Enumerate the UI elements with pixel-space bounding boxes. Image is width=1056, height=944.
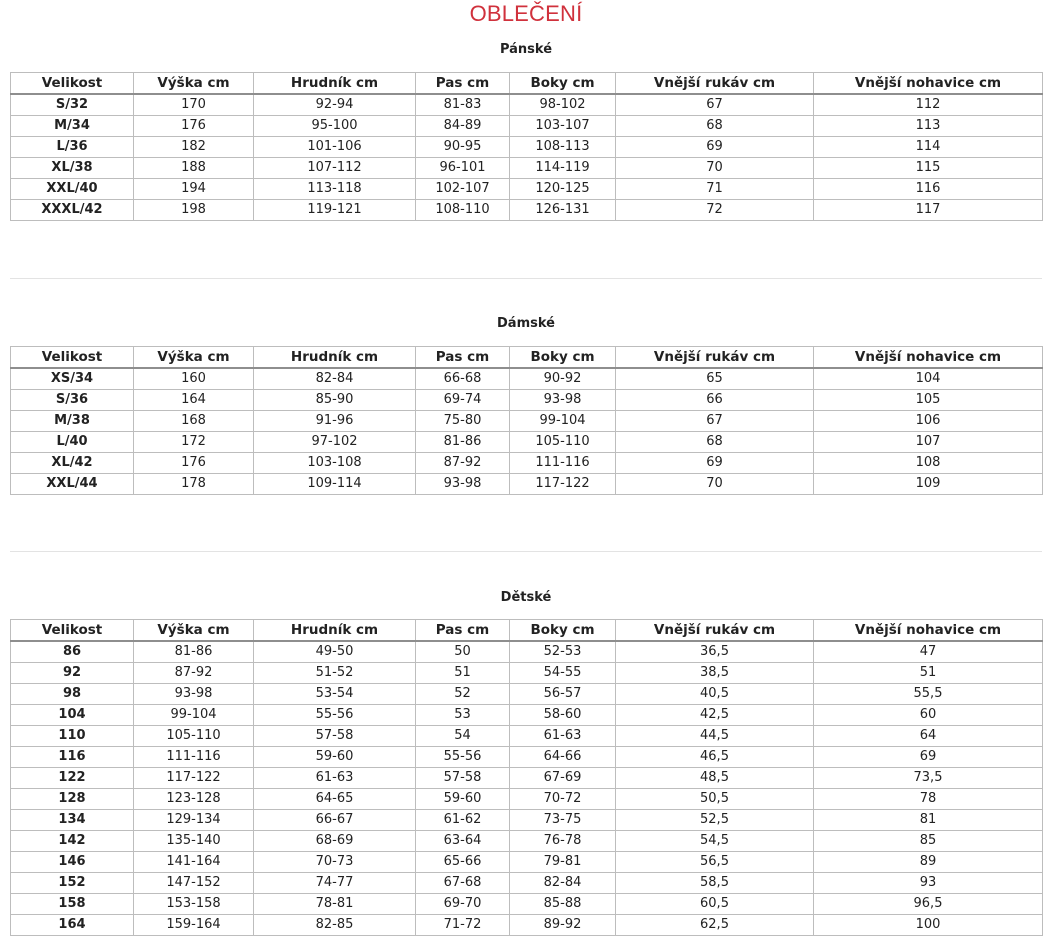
column-header: Hrudník cm [254,347,416,369]
measurement-cell: 98-102 [510,94,616,116]
measurement-cell: 194 [134,179,254,200]
measurement-cell: 103-108 [254,453,416,474]
measurement-cell: 172 [134,432,254,453]
measurement-cell: 82-84 [510,873,616,894]
measurement-cell: 93-98 [134,684,254,705]
measurement-cell: 126-131 [510,200,616,221]
table-header-row [11,620,1043,642]
measurement-cell: 55,5 [814,684,1043,705]
table-row [11,474,1043,495]
section-title-kids: Dětské [500,590,552,605]
column-header: Boky cm [510,620,616,642]
measurement-cell: 55-56 [416,747,510,768]
measurement-cell: 65-66 [416,852,510,873]
size-cell: 158 [11,894,134,915]
measurement-cell: 53 [416,705,510,726]
measurement-cell: 51-52 [254,663,416,684]
measurement-cell: 81-86 [134,641,254,663]
measurement-cell: 67 [616,411,814,432]
section-title-women: Dámské [497,316,555,331]
measurement-cell: 129-134 [134,810,254,831]
measurement-cell: 147-152 [134,873,254,894]
measurement-cell: 115 [814,158,1043,179]
measurement-cell: 81 [814,810,1043,831]
measurement-cell: 65 [616,368,814,390]
size-cell: XL/38 [11,158,134,179]
measurement-cell: 141-164 [134,852,254,873]
measurement-cell: 107-112 [254,158,416,179]
measurement-cell: 85 [814,831,1043,852]
column-header: Vnější rukáv cm [616,347,814,369]
table-row [11,137,1043,158]
table-row [11,641,1043,663]
table-header-row [11,73,1043,95]
measurement-cell: 46,5 [616,747,814,768]
measurement-cell: 64-65 [254,789,416,810]
section-divider [10,278,1042,279]
size-cell: 142 [11,831,134,852]
column-header: Vnější rukáv cm [616,620,814,642]
measurement-cell: 69 [616,453,814,474]
measurement-cell: 113-118 [254,179,416,200]
measurement-cell: 54,5 [616,831,814,852]
measurement-cell: 66 [616,390,814,411]
measurement-cell: 64 [814,726,1043,747]
measurement-cell: 160 [134,368,254,390]
measurement-cell: 108 [814,453,1043,474]
measurement-cell: 119-121 [254,200,416,221]
column-header: Výška cm [134,73,254,95]
measurement-cell: 164 [134,390,254,411]
measurement-cell: 60,5 [616,894,814,915]
measurement-cell: 72 [616,200,814,221]
measurement-cell: 78 [814,789,1043,810]
measurement-cell: 68 [616,116,814,137]
column-header: Boky cm [510,73,616,95]
measurement-cell: 57-58 [416,768,510,789]
size-cell: XXL/40 [11,179,134,200]
measurement-cell: 93 [814,873,1043,894]
column-header: Hrudník cm [254,620,416,642]
measurement-cell: 176 [134,453,254,474]
size-cell: L/36 [11,137,134,158]
measurement-cell: 92-94 [254,94,416,116]
measurement-cell: 89 [814,852,1043,873]
measurement-cell: 70 [616,158,814,179]
measurement-cell: 96,5 [814,894,1043,915]
measurement-cell: 50,5 [616,789,814,810]
measurement-cell: 49-50 [254,641,416,663]
column-header: Vnější nohavice cm [814,620,1043,642]
size-cell: XXL/44 [11,474,134,495]
table-header-row [11,347,1043,369]
measurement-cell: 70 [616,474,814,495]
table-row [11,831,1043,852]
table-row [11,705,1043,726]
measurement-cell: 67-69 [510,768,616,789]
measurement-cell: 114-119 [510,158,616,179]
measurement-cell: 78-81 [254,894,416,915]
measurement-cell: 188 [134,158,254,179]
measurement-cell: 123-128 [134,789,254,810]
measurement-cell: 198 [134,200,254,221]
measurement-cell: 105-110 [510,432,616,453]
measurement-cell: 48,5 [616,768,814,789]
measurement-cell: 69 [616,137,814,158]
column-header: Výška cm [134,620,254,642]
measurement-cell: 84-89 [416,116,510,137]
measurement-cell: 40,5 [616,684,814,705]
measurement-cell: 104 [814,368,1043,390]
measurement-cell: 56-57 [510,684,616,705]
measurement-cell: 47 [814,641,1043,663]
measurement-cell: 114 [814,137,1043,158]
measurement-cell: 71-72 [416,915,510,936]
page-title: OBLEČENÍ [469,1,583,26]
measurement-cell: 52,5 [616,810,814,831]
table-row [11,94,1043,116]
measurement-cell: 63-64 [416,831,510,852]
table-row [11,852,1043,873]
column-header: Pas cm [416,347,510,369]
size-cell: 110 [11,726,134,747]
measurement-cell: 99-104 [134,705,254,726]
measurement-cell: 67 [616,94,814,116]
measurement-cell: 100 [814,915,1043,936]
measurement-cell: 67-68 [416,873,510,894]
table-row [11,179,1043,200]
measurement-cell: 52 [416,684,510,705]
measurement-cell: 102-107 [416,179,510,200]
measurement-cell: 82-85 [254,915,416,936]
size-cell: 116 [11,747,134,768]
measurement-cell: 57-58 [254,726,416,747]
measurement-cell: 74-77 [254,873,416,894]
measurement-cell: 159-164 [134,915,254,936]
measurement-cell: 51 [814,663,1043,684]
size-cell: M/38 [11,411,134,432]
measurement-cell: 38,5 [616,663,814,684]
measurement-cell: 182 [134,137,254,158]
table-row [11,747,1043,768]
size-cell: XXXL/42 [11,200,134,221]
measurement-cell: 101-106 [254,137,416,158]
measurement-cell: 66-68 [416,368,510,390]
column-header: Vnější nohavice cm [814,347,1043,369]
column-header: Velikost [11,620,134,642]
size-cell: 128 [11,789,134,810]
column-header: Pas cm [416,73,510,95]
measurement-cell: 176 [134,116,254,137]
measurement-cell: 59-60 [416,789,510,810]
measurement-cell: 107 [814,432,1043,453]
measurement-cell: 70-73 [254,852,416,873]
column-header: Vnější rukáv cm [616,73,814,95]
measurement-cell: 82-84 [254,368,416,390]
size-cell: S/32 [11,94,134,116]
table-row [11,116,1043,137]
size-table-men [10,72,1043,221]
measurement-cell: 54-55 [510,663,616,684]
column-header: Hrudník cm [254,73,416,95]
measurement-cell: 70-72 [510,789,616,810]
measurement-cell: 61-63 [510,726,616,747]
measurement-cell: 53-54 [254,684,416,705]
measurement-cell: 69 [814,747,1043,768]
measurement-cell: 178 [134,474,254,495]
size-cell: S/36 [11,390,134,411]
column-header: Velikost [11,347,134,369]
measurement-cell: 120-125 [510,179,616,200]
table-row [11,453,1043,474]
measurement-cell: 106 [814,411,1043,432]
size-cell: XS/34 [11,368,134,390]
measurement-cell: 69-70 [416,894,510,915]
measurement-cell: 108-110 [416,200,510,221]
measurement-cell: 52-53 [510,641,616,663]
table-row [11,684,1043,705]
measurement-cell: 73,5 [814,768,1043,789]
measurement-cell: 61-63 [254,768,416,789]
measurement-cell: 64-66 [510,747,616,768]
measurement-cell: 95-100 [254,116,416,137]
size-cell: 86 [11,641,134,663]
measurement-cell: 58,5 [616,873,814,894]
table-row [11,810,1043,831]
measurement-cell: 91-96 [254,411,416,432]
measurement-cell: 116 [814,179,1043,200]
section-divider [10,551,1042,552]
size-cell: 134 [11,810,134,831]
measurement-cell: 62,5 [616,915,814,936]
measurement-cell: 76-78 [510,831,616,852]
table-row [11,768,1043,789]
table-row [11,789,1043,810]
measurement-cell: 105-110 [134,726,254,747]
measurement-cell: 111-116 [510,453,616,474]
column-header: Výška cm [134,347,254,369]
measurement-cell: 55-56 [254,705,416,726]
measurement-cell: 97-102 [254,432,416,453]
measurement-cell: 73-75 [510,810,616,831]
measurement-cell: 117-122 [134,768,254,789]
measurement-cell: 117-122 [510,474,616,495]
measurement-cell: 81-86 [416,432,510,453]
measurement-cell: 60 [814,705,1043,726]
table-row [11,915,1043,936]
table-row [11,200,1043,221]
measurement-cell: 81-83 [416,94,510,116]
measurement-cell: 109-114 [254,474,416,495]
measurement-cell: 93-98 [416,474,510,495]
measurement-cell: 153-158 [134,894,254,915]
size-cell: 152 [11,873,134,894]
measurement-cell: 66-67 [254,810,416,831]
measurement-cell: 93-98 [510,390,616,411]
size-cell: 98 [11,684,134,705]
measurement-cell: 117 [814,200,1043,221]
measurement-cell: 50 [416,641,510,663]
size-cell: L/40 [11,432,134,453]
measurement-cell: 135-140 [134,831,254,852]
measurement-cell: 85-88 [510,894,616,915]
measurement-cell: 87-92 [134,663,254,684]
measurement-cell: 36,5 [616,641,814,663]
measurement-cell: 168 [134,411,254,432]
measurement-cell: 89-92 [510,915,616,936]
table-row [11,873,1043,894]
measurement-cell: 99-104 [510,411,616,432]
size-table-kids [10,619,1043,936]
column-header: Vnější nohavice cm [814,73,1043,95]
measurement-cell: 56,5 [616,852,814,873]
table-row [11,411,1043,432]
measurement-cell: 85-90 [254,390,416,411]
measurement-cell: 112 [814,94,1043,116]
measurement-cell: 113 [814,116,1043,137]
table-row [11,432,1043,453]
size-cell: 164 [11,915,134,936]
measurement-cell: 42,5 [616,705,814,726]
measurement-cell: 108-113 [510,137,616,158]
measurement-cell: 87-92 [416,453,510,474]
measurement-cell: 68 [616,432,814,453]
measurement-cell: 68-69 [254,831,416,852]
measurement-cell: 96-101 [416,158,510,179]
measurement-cell: 44,5 [616,726,814,747]
size-cell: XL/42 [11,453,134,474]
table-row [11,390,1043,411]
column-header: Boky cm [510,347,616,369]
measurement-cell: 105 [814,390,1043,411]
measurement-cell: 103-107 [510,116,616,137]
measurement-cell: 51 [416,663,510,684]
table-row [11,663,1043,684]
measurement-cell: 90-92 [510,368,616,390]
measurement-cell: 59-60 [254,747,416,768]
size-cell: M/34 [11,116,134,137]
size-cell: 146 [11,852,134,873]
measurement-cell: 71 [616,179,814,200]
table-row [11,368,1043,390]
measurement-cell: 54 [416,726,510,747]
measurement-cell: 90-95 [416,137,510,158]
size-cell: 122 [11,768,134,789]
size-table-women [10,346,1043,495]
measurement-cell: 75-80 [416,411,510,432]
measurement-cell: 111-116 [134,747,254,768]
measurement-cell: 58-60 [510,705,616,726]
table-row [11,726,1043,747]
table-row [11,894,1043,915]
measurement-cell: 79-81 [510,852,616,873]
section-title-men: Pánské [499,42,553,57]
column-header: Velikost [11,73,134,95]
table-row [11,158,1043,179]
size-cell: 104 [11,705,134,726]
measurement-cell: 109 [814,474,1043,495]
column-header: Pas cm [416,620,510,642]
measurement-cell: 69-74 [416,390,510,411]
measurement-cell: 170 [134,94,254,116]
measurement-cell: 61-62 [416,810,510,831]
size-cell: 92 [11,663,134,684]
